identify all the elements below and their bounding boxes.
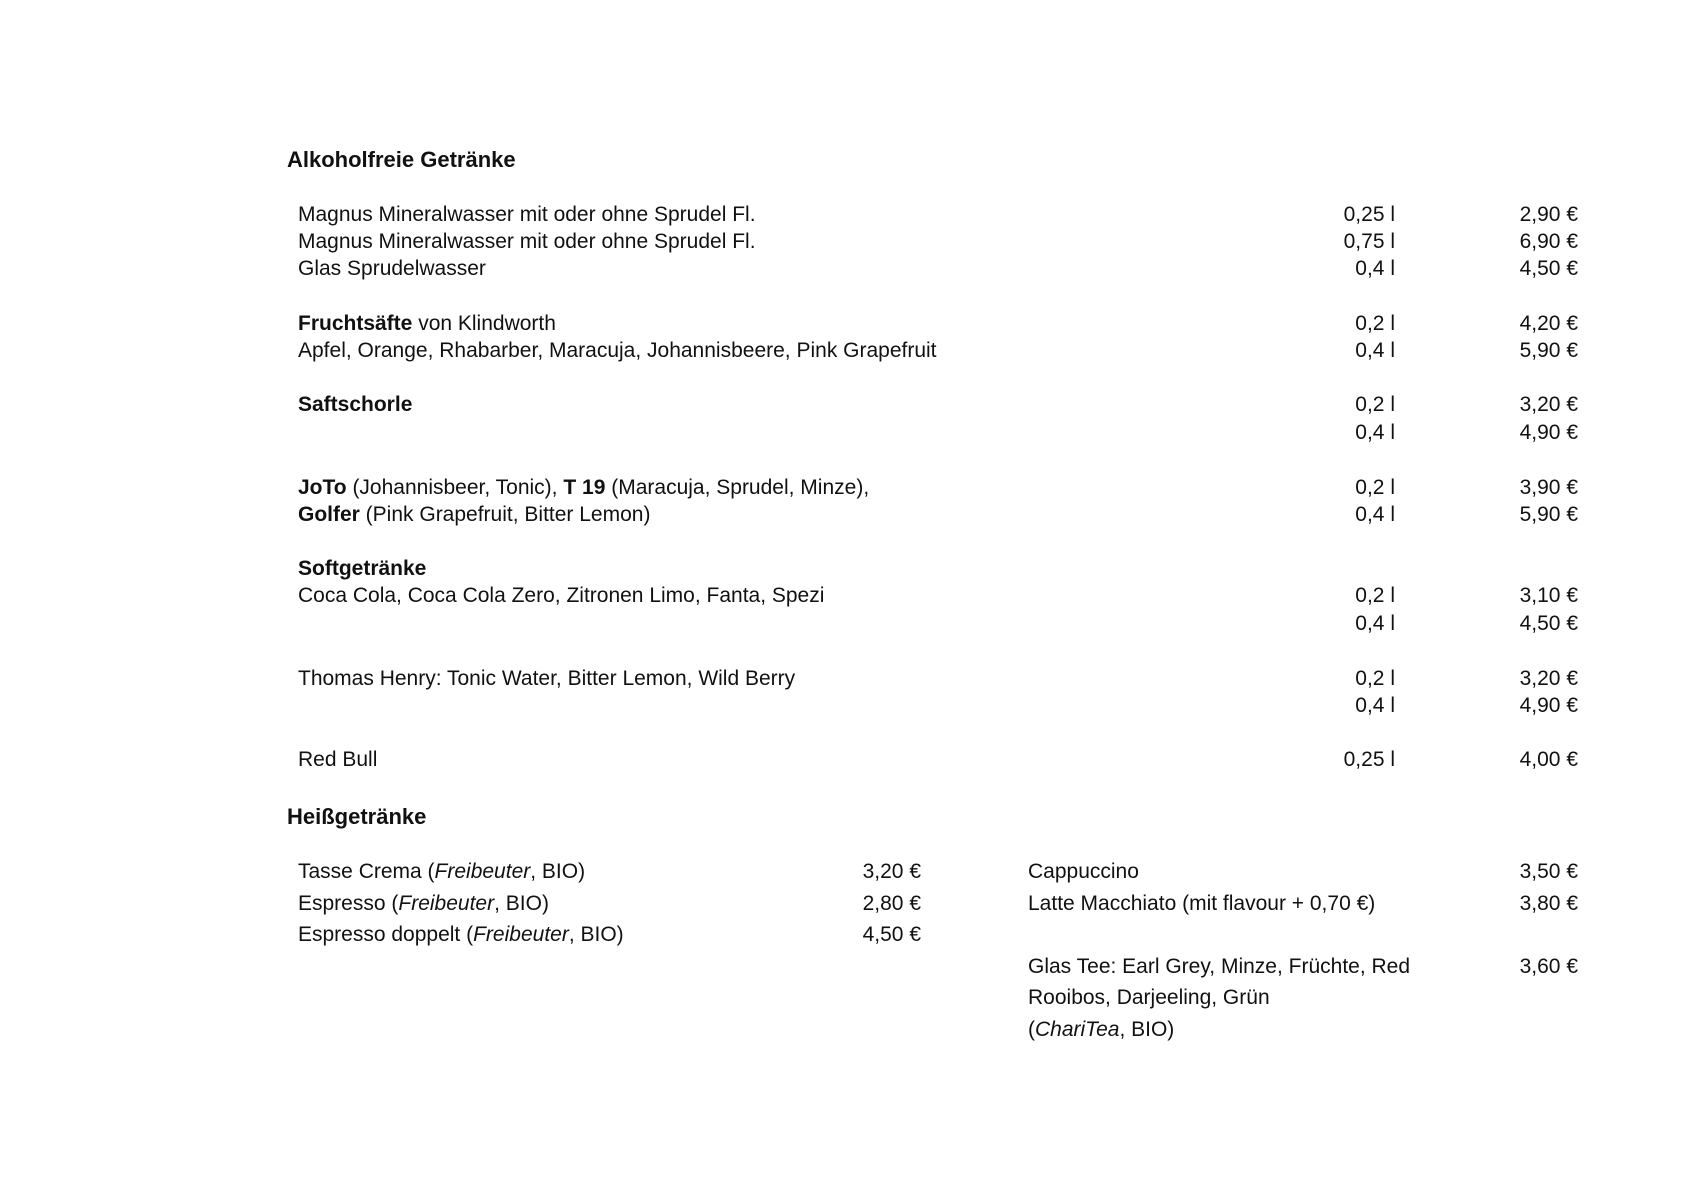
item-price: 3,80 € — [1519, 892, 1578, 915]
section-title-heiss: Heißgetränke — [287, 804, 427, 829]
item-price: 4,00 € — [1519, 748, 1578, 771]
item-volume: 0,4 l — [1355, 503, 1395, 526]
item-volume: 0,2 l — [1355, 667, 1395, 690]
item-price: 3,20 € — [1519, 393, 1578, 416]
item-description — [298, 923, 624, 947]
item-description: Latte Macchiato (mit flavour + 0,70 €) — [1028, 892, 1376, 915]
item-description: Apfel, Orange, Rhabarber, Maracuja, Johannisbeere, Pink Grapefruit — [298, 339, 937, 362]
item-description — [298, 503, 650, 527]
item-text: , BIO) — [568, 923, 624, 946]
item-price: 6,90 € — [1519, 230, 1578, 253]
item-description — [298, 860, 585, 884]
section-title-alkoholfrei: Alkoholfreie Getränke — [287, 147, 516, 172]
item-detail: (Johannisbeer, Tonic), — [346, 476, 564, 499]
item-volume: 0,2 l — [1355, 584, 1395, 607]
item-name: Saftschorle — [298, 393, 413, 416]
item-description: Red Bull — [298, 748, 378, 771]
item-price: 3,10 € — [1519, 584, 1578, 607]
item-price: 4,50 € — [1519, 257, 1578, 280]
item-name: JoTo — [298, 476, 347, 499]
item-price: 3,90 € — [1519, 476, 1578, 499]
item-description: Glas Tee: Earl Grey, Minze, Früchte, Red — [1028, 955, 1411, 978]
item-price: 5,90 € — [1519, 339, 1578, 362]
item-text: ( — [1028, 1018, 1035, 1041]
item-volume: 0,4 l — [1355, 612, 1395, 635]
item-description — [298, 393, 412, 417]
item-brand: Freibeuter — [398, 892, 495, 915]
item-volume: 0,25 l — [1343, 203, 1395, 226]
item-volume: 0,4 l — [1355, 694, 1395, 717]
item-detail: von Klindworth — [412, 312, 556, 335]
item-price: 4,20 € — [1519, 312, 1578, 335]
item-volume: 0,2 l — [1355, 312, 1395, 335]
item-price: 3,20 € — [862, 860, 921, 883]
item-price: 5,90 € — [1519, 503, 1578, 526]
item-price: 4,50 € — [862, 923, 921, 946]
item-volume: 0,4 l — [1355, 257, 1395, 280]
item-name: Softgetränke — [298, 557, 427, 580]
item-description: Glas Sprudelwasser — [298, 257, 486, 280]
item-text: , BIO) — [494, 892, 549, 915]
item-description — [298, 312, 556, 336]
item-volume: 0,2 l — [1355, 393, 1395, 416]
item-price: 3,20 € — [1519, 667, 1578, 690]
item-name: T 19 — [563, 476, 606, 499]
item-description: Magnus Mineralwasser mit oder ohne Sprudel Fl. — [298, 230, 756, 253]
item-price: 3,50 € — [1519, 860, 1578, 883]
item-description — [298, 557, 426, 581]
item-volume: 0,75 l — [1343, 230, 1395, 253]
item-detail: (Pink Grapefruit, Bitter Lemon) — [359, 503, 651, 526]
item-volume: 0,2 l — [1355, 476, 1395, 499]
item-brand: Freibeuter — [434, 860, 531, 883]
item-description: Thomas Henry: Tonic Water, Bitter Lemon, Wild Berry — [298, 667, 796, 690]
item-price: 2,80 € — [862, 892, 921, 915]
item-price: 4,90 € — [1519, 694, 1578, 717]
item-text: Espresso doppelt ( — [298, 923, 474, 946]
item-description — [298, 476, 869, 500]
item-name: Fruchtsäfte — [298, 312, 413, 335]
item-name: Golfer — [298, 503, 360, 526]
item-description — [1028, 1018, 1174, 1042]
item-price: 3,60 € — [1519, 955, 1578, 978]
item-volume: 0,4 l — [1355, 421, 1395, 444]
item-text: , BIO) — [1119, 1018, 1175, 1041]
item-price: 2,90 € — [1519, 203, 1578, 226]
item-description: Magnus Mineralwasser mit oder ohne Sprudel Fl. — [298, 203, 756, 226]
item-description: Coca Cola, Coca Cola Zero, Zitronen Limo, Fanta, Spezi — [298, 584, 825, 607]
item-detail: (Maracuja, Sprudel, Minze), — [605, 476, 870, 499]
item-text: , BIO) — [530, 860, 586, 883]
item-brand: ChariTea — [1035, 1018, 1120, 1041]
item-description: Rooibos, Darjeeling, Grün — [1028, 986, 1270, 1009]
item-price: 4,50 € — [1519, 612, 1578, 635]
item-description — [298, 892, 549, 916]
item-text: Tasse Crema ( — [298, 860, 435, 883]
item-description: Cappuccino — [1028, 860, 1139, 883]
item-volume: 0,4 l — [1355, 339, 1395, 362]
item-text: Espresso ( — [298, 892, 399, 915]
item-brand: Freibeuter — [473, 923, 569, 946]
item-price: 4,90 € — [1519, 421, 1578, 444]
item-volume: 0,25 l — [1343, 748, 1395, 771]
